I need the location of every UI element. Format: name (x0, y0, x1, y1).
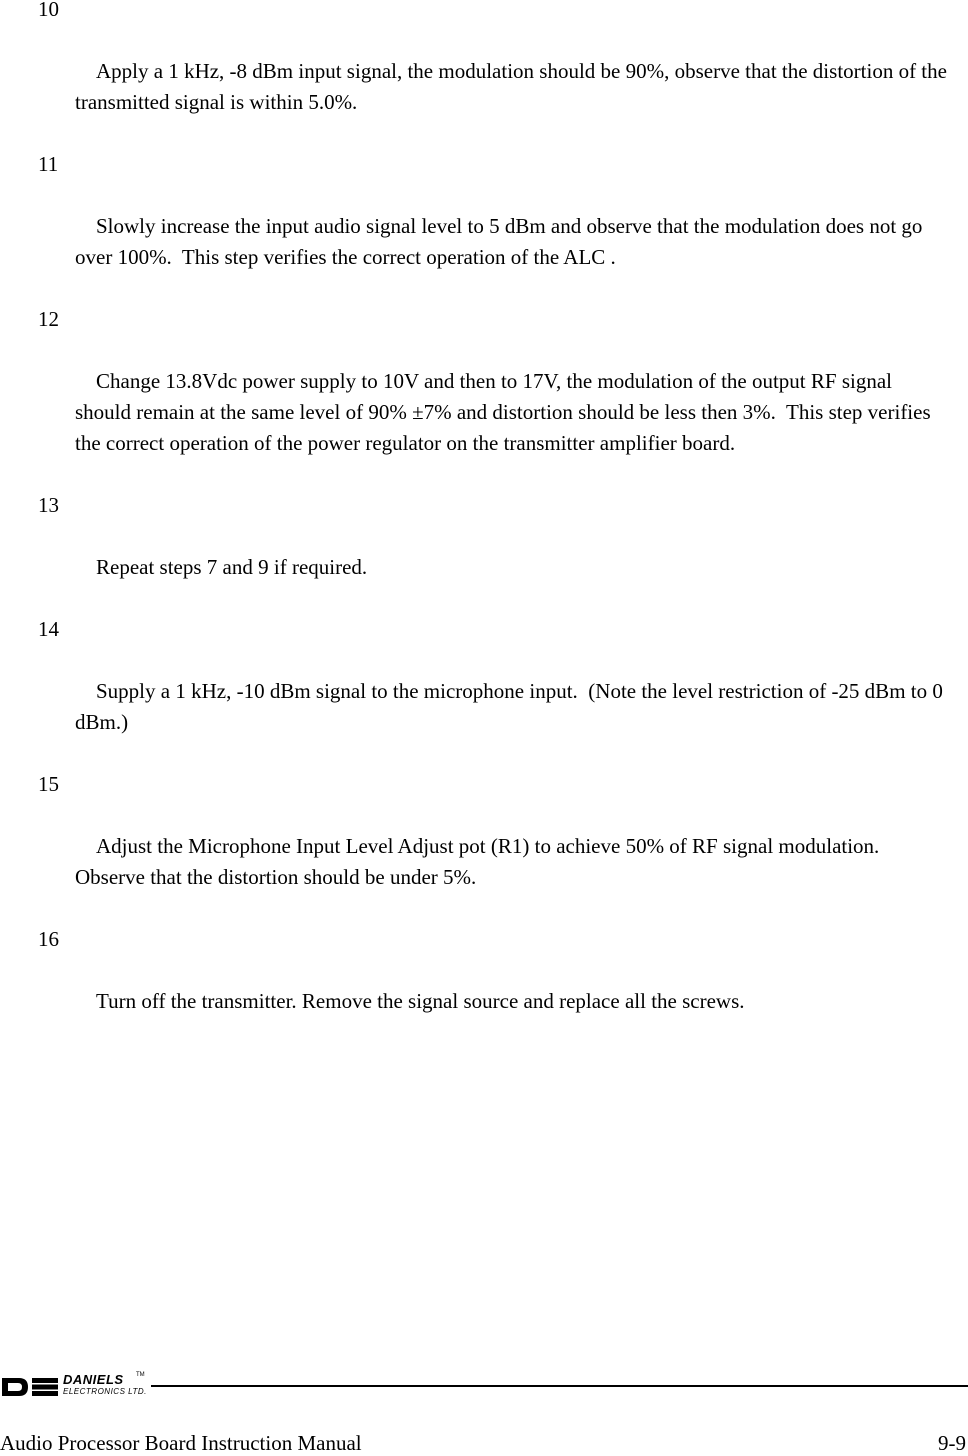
step-number: 13 (38, 493, 59, 517)
step-text: Change 13.8Vdc power supply to 10V and then to 17V, the modulation of the output RF signal should remain at the same level of 90% ±7% and distortion should be less then 3%. This step verifies the correct operation of the power regulator on the transmitter amplifier board. (75, 369, 936, 455)
footer-divider (151, 1385, 968, 1387)
step-10 (0, 0, 968, 149)
de-logo-icon (1, 1376, 59, 1398)
logo-name: DANIELS (63, 1372, 124, 1387)
step-number: 16 (38, 927, 59, 951)
step-number: 10 (38, 0, 59, 21)
step-number: 12 (38, 307, 59, 331)
logo-subtitle: ELECTRONICS LTD. (63, 1387, 147, 1396)
step-text: Apply a 1 kHz, -8 dBm input signal, the modulation should be 90%, observe that the distortion of the transmitted signal is within 5.0%. (75, 59, 953, 114)
step-15 (0, 769, 968, 924)
step-14 (0, 614, 968, 769)
company-logo (0, 1372, 160, 1402)
step-11 (0, 149, 968, 304)
step-16 (0, 924, 968, 1048)
step-number: 14 (38, 617, 59, 641)
step-number: 11 (38, 152, 59, 176)
page-number: 9-9 (938, 1431, 966, 1455)
step-text: Repeat steps 7 and 9 if required. (96, 555, 368, 579)
step-12 (0, 304, 968, 490)
step-text: Slowly increase the input audio signal level to 5 dBm and observe that the modulation does not go over 100%. This step verifies the correct operation of the ALC . (75, 214, 928, 269)
step-text: Supply a 1 kHz, -10 dBm signal to the microphone input. (Note the level restriction of -25 dBm to 0 dBm.) (75, 679, 949, 734)
step-13 (0, 490, 968, 614)
logo-trademark: TM (136, 1372, 145, 1378)
step-number: 15 (38, 772, 59, 796)
step-text: Turn off the transmitter. Remove the signal source and replace all the screws. (96, 989, 745, 1013)
step-text: Adjust the Microphone Input Level Adjust pot (R1) to achieve 50% of RF signal modulation. Observe that the distortion should be under 5%. (75, 834, 885, 889)
manual-title: Audio Processor Board Instruction Manual (0, 1431, 362, 1455)
